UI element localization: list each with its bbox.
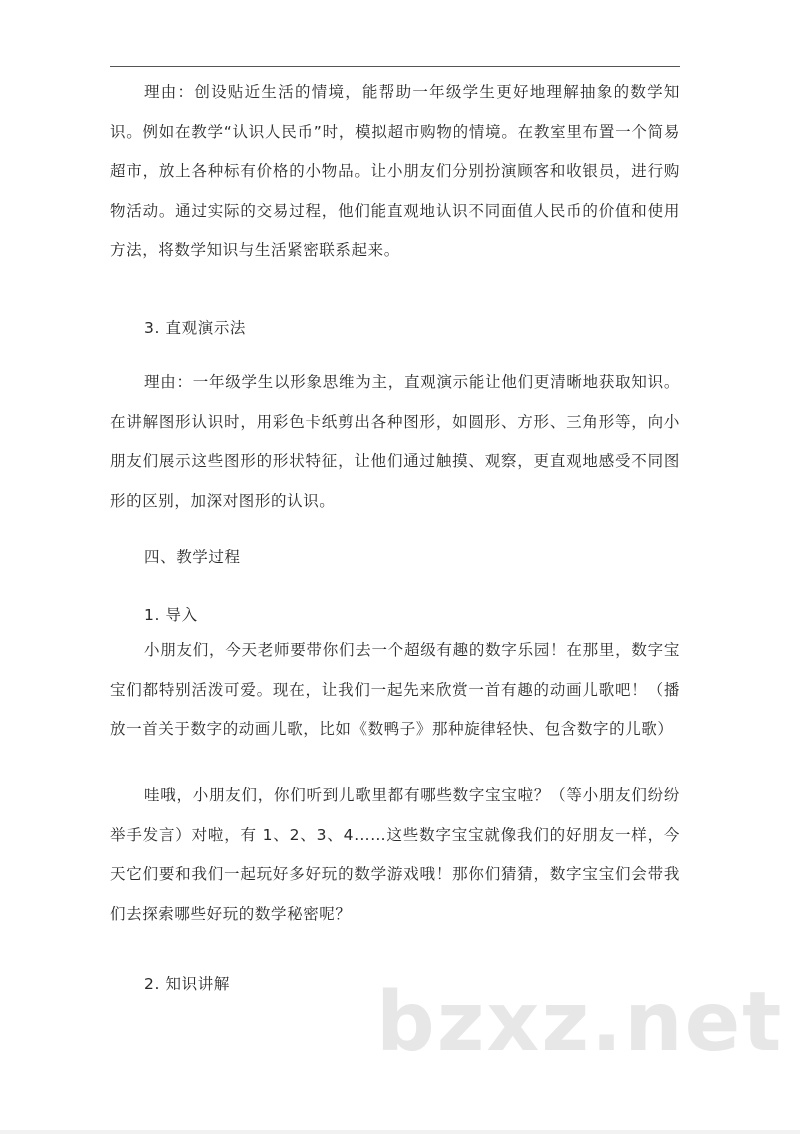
watermark: bzxz.net — [376, 975, 784, 1070]
heading-intro: 1. 导入 — [144, 606, 198, 624]
paragraph-intro-song: 小朋友们，今天老师要带你们去一个超级有趣的数字乐园！在那里，数字宝宝们都特别活泼可爱。现在，让我们一起先来欣赏一首有趣的动画儿歌吧！（播放一首关于数字的动画儿歌，比如《数鸭子》那种旋律轻快、包含数字的儿歌） — [110, 641, 680, 738]
paragraph-intro-discussion: 哇哦，小朋友们，你们听到儿歌里都有哪些数字宝宝啦？（等小朋友们纷纷举手发言）对啦，有 1、2、3、4……这些数字宝宝就像我们的好朋友一样，今天它们要和我们一起玩好多好玩的数学游戏哦！那你们猜猜，数字宝宝们会带我们去探索哪些好玩的数学秘密呢？ — [110, 786, 680, 923]
page-bottom-edge — [0, 1130, 800, 1134]
heading-knowledge: 2. 知识讲解 — [144, 975, 230, 993]
header-rule — [110, 66, 680, 67]
paragraph-situation-reason: 理由：创设贴近生活的情境，能帮助一年级学生更好地理解抽象的数学知识。例如在教学“认识人民币”时，模拟超市购物的情境。在教室里布置一个简易超市，放上各种标有价格的小物品。让小朋友们分别扮演顾客和收银员，进行购物活动。通过实际的交易过程，他们能直观地认识不同面值人民币的价值和使用方法，将数学知识与生活紧密联系起来。 — [110, 83, 680, 259]
paragraph-demonstration-reason: 理由：一年级学生以形象思维为主，直观演示能让他们更清晰地获取知识。在讲解图形认识时，用彩色卡纸剪出各种图形，如圆形、方形、三角形等，向小朋友们展示这些图形的形状特征，让他们通过触摸、观察，更直观地感受不同图形的区别，加深对图形的认识。 — [110, 373, 680, 510]
heading-section-4: 四、教学过程 — [144, 548, 241, 566]
heading-method-3: 3. 直观演示法 — [144, 319, 247, 337]
